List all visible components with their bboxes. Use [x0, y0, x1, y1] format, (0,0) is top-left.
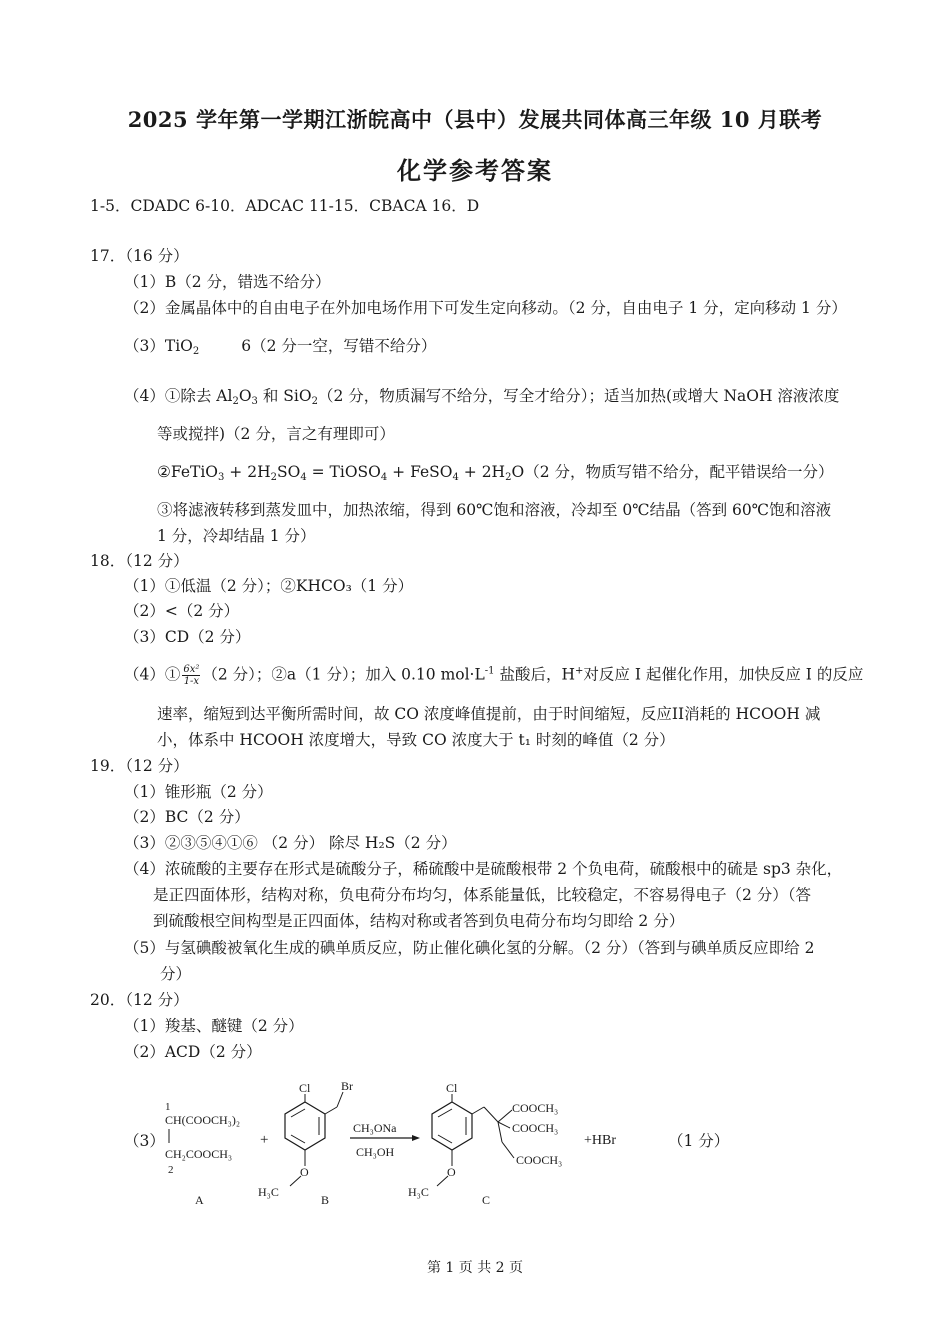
compound-a-label: A — [195, 1193, 204, 1207]
fraction-denominator: 1-x — [183, 676, 200, 687]
compound-c-methyl: H₃C — [408, 1185, 429, 1199]
text-span: 与氢碘酸被氧化生成的碘单质反应，防止催化碘化氢的分解。（2 分）（答到与碘单质反应即给 2 — [164, 939, 815, 957]
q17-part3-label: （3） — [124, 337, 165, 355]
q20-part3-label: （3） — [124, 1132, 165, 1150]
q20-heading: 20．（12 分） — [90, 991, 189, 1009]
compound-b-o: O — [300, 1165, 309, 1179]
q18-part1: （1）①低温（2 分）；②KHCO₃（1 分） — [124, 577, 414, 595]
q20-part2: （2）ACD（2 分） — [124, 1043, 262, 1061]
q17-part3 — [124, 336, 436, 356]
q19-part4-label: （4） — [124, 860, 165, 878]
q19-part4-line3: 到硫酸根空间构型是正四面体，结构对称或者答到负电荷分布均匀即给 2 分） — [153, 912, 685, 930]
page-footer: 第 1 页 共 2 页 — [426, 1260, 524, 1276]
superscript: -1 — [484, 665, 495, 677]
q17-part3-formula — [165, 337, 199, 355]
formula-sub: 2 — [192, 346, 200, 357]
q17-part1: （1）B（2 分，错选不给分） — [124, 273, 331, 291]
compound-c-cl: Cl — [446, 1081, 458, 1095]
page-subtitle: 化学参考答案 — [397, 156, 553, 185]
q19-part5-label: （5） — [124, 939, 165, 957]
fraction-numerator: 6x² — [183, 664, 200, 675]
compound-c-ester2: COOCH₃ — [512, 1121, 559, 1135]
compound-c-ester1: COOCH₃ — [512, 1101, 559, 1115]
q17-part4-line4: ③将滤液转移到蒸发皿中，加热浓缩，得到 60℃饱和溶液，冷却至 0℃结晶（答到 60℃饱和溶液 — [157, 501, 832, 519]
compound-b-methyl: H₃C — [258, 1185, 279, 1199]
text-span: 盐酸后，H — [494, 665, 575, 684]
compound-a-line2: CH₂COOCH₃ — [165, 1147, 233, 1161]
q18-heading: 18．（12 分） — [90, 552, 189, 570]
compound-c-o: O — [447, 1165, 456, 1179]
text-span: 对反应 I 起催化作用，加快反应 I 的反应 — [583, 665, 864, 684]
circled-two: ② — [157, 463, 171, 481]
q17-part4-line3 — [157, 462, 833, 482]
hbr-product: +HBr — [584, 1133, 617, 1148]
q19-heading: 19．（12 分） — [90, 757, 189, 775]
text-span: 浓硫酸的主要存在形式是硫酸分子，稀硫酸中是硫酸根带 2 个负电荷，硫酸根中的硫是 sp3 杂化， — [164, 860, 843, 878]
q17-part4-line5: 1 分，冷却结晶 1 分） — [157, 527, 316, 545]
text-span: 和 SiO — [257, 387, 312, 405]
q18-part4-line3: 小，体系中 HCOOH 浓度增大，导致 CO 浓度大于 t₁ 时刻的峰值（2 分） — [157, 731, 675, 749]
compound-c-label: C — [482, 1193, 491, 1207]
q17-part4-line1: （4）①除去 $Al_2O_3$ 和 SiO$_2$（2 分，物质漏写不给分，写全才给分）；适当加热(或增大 NaOH 溶液浓度 — [124, 387, 840, 407]
q19-part5-line2: 分） — [160, 965, 192, 983]
locant-2: 2 — [168, 1164, 174, 1176]
arrow-head — [412, 1135, 420, 1141]
compound-c-structure — [432, 1094, 514, 1186]
q17-heading: 17．（16 分） — [90, 247, 189, 265]
plus-sign: + — [260, 1132, 269, 1148]
q17-part4-label: （4） — [124, 387, 165, 405]
q17-part3-rest: 6（2 分一空，写错不给分） — [241, 337, 437, 355]
reaction-scheme — [150, 1080, 630, 1210]
text-span: （2 分，物质漏写不给分，写全才给分）；适当加热(或增大 NaOH 溶液浓度 — [317, 387, 840, 405]
fraction — [182, 664, 200, 687]
compound-b-br: Br — [341, 1080, 353, 1093]
reagent-top: CH₃ONa — [353, 1121, 397, 1135]
q19-part3: （3）②③⑤④①⑥ （2 分） 除尽 H₂S（2 分） — [124, 834, 457, 852]
q17-part4-line2: 等或搅拌)（2 分，言之有理即可） — [157, 425, 395, 443]
mc-answers: 1-5．CDADC 6-10．ADCAC 11-15．CBACA 16．D — [90, 197, 480, 215]
compound-b-label: B — [321, 1193, 330, 1207]
page-title: 2025 学年第一学期江浙皖高中（县中）发展共同体高三年级 10 月联考 — [127, 107, 823, 132]
q18-part4-label: （4）① — [124, 665, 181, 684]
compound-a-line1: CH(COOCH₃)₂ — [165, 1113, 241, 1127]
q20-part1: （1）羧基、醚键（2 分） — [124, 1017, 304, 1035]
q19-part4-line2: 是正四面体形，结构对称，负电荷分布均匀，体系能量低，比较稳定，不容易得电子（2 分）（答 — [153, 886, 812, 904]
q18-part3: （3）CD（2 分） — [124, 628, 251, 646]
q18-part4-line1 — [124, 664, 863, 687]
q19-part1: （1）锥形瓶（2 分） — [124, 783, 273, 801]
text-span: O — [238, 387, 252, 405]
q19-part2: （2）BC（2 分） — [124, 808, 250, 826]
formula-text: TiO — [164, 337, 193, 355]
superscript: + — [575, 665, 584, 677]
reagent-bottom: CH₃OH — [356, 1145, 395, 1159]
compound-b-cl: Cl — [299, 1081, 311, 1095]
q18-part2: （2）<（2 分） — [124, 602, 240, 620]
q19-part4-line1 — [124, 859, 842, 879]
q19-part5-line1 — [124, 938, 814, 958]
compound-c-ester3: COOCH₃ — [516, 1153, 563, 1167]
text-span: （2 分，物质写错不给分，配平错误给一分） — [524, 463, 834, 481]
q17-part2: （2）金属晶体中的自由电子在外加电场作用下可发生定向移动。（2 分，自由电子 1 分，定向移动 1 分） — [124, 299, 847, 317]
text-span: ①除去 Al — [164, 387, 233, 405]
equation: FeTiO$_3$ + $2H_2SO_4$ = TiOSO$_4$ + FeSO$_4$ + $2H_2O$ — [170, 463, 525, 483]
q20-part3-score: （1 分） — [668, 1132, 730, 1150]
text-span: （2 分）；②a（1 分）；加入 0.10 mol·L — [202, 665, 485, 684]
q18-part4-line2: 速率，缩短到达平衡所需时间，故 CO 浓度峰值提前，由于时间缩短，反应II消耗的 HCOOH 减 — [157, 705, 821, 723]
locant-1: 1 — [165, 1101, 171, 1113]
compound-b-structure — [285, 1092, 343, 1186]
